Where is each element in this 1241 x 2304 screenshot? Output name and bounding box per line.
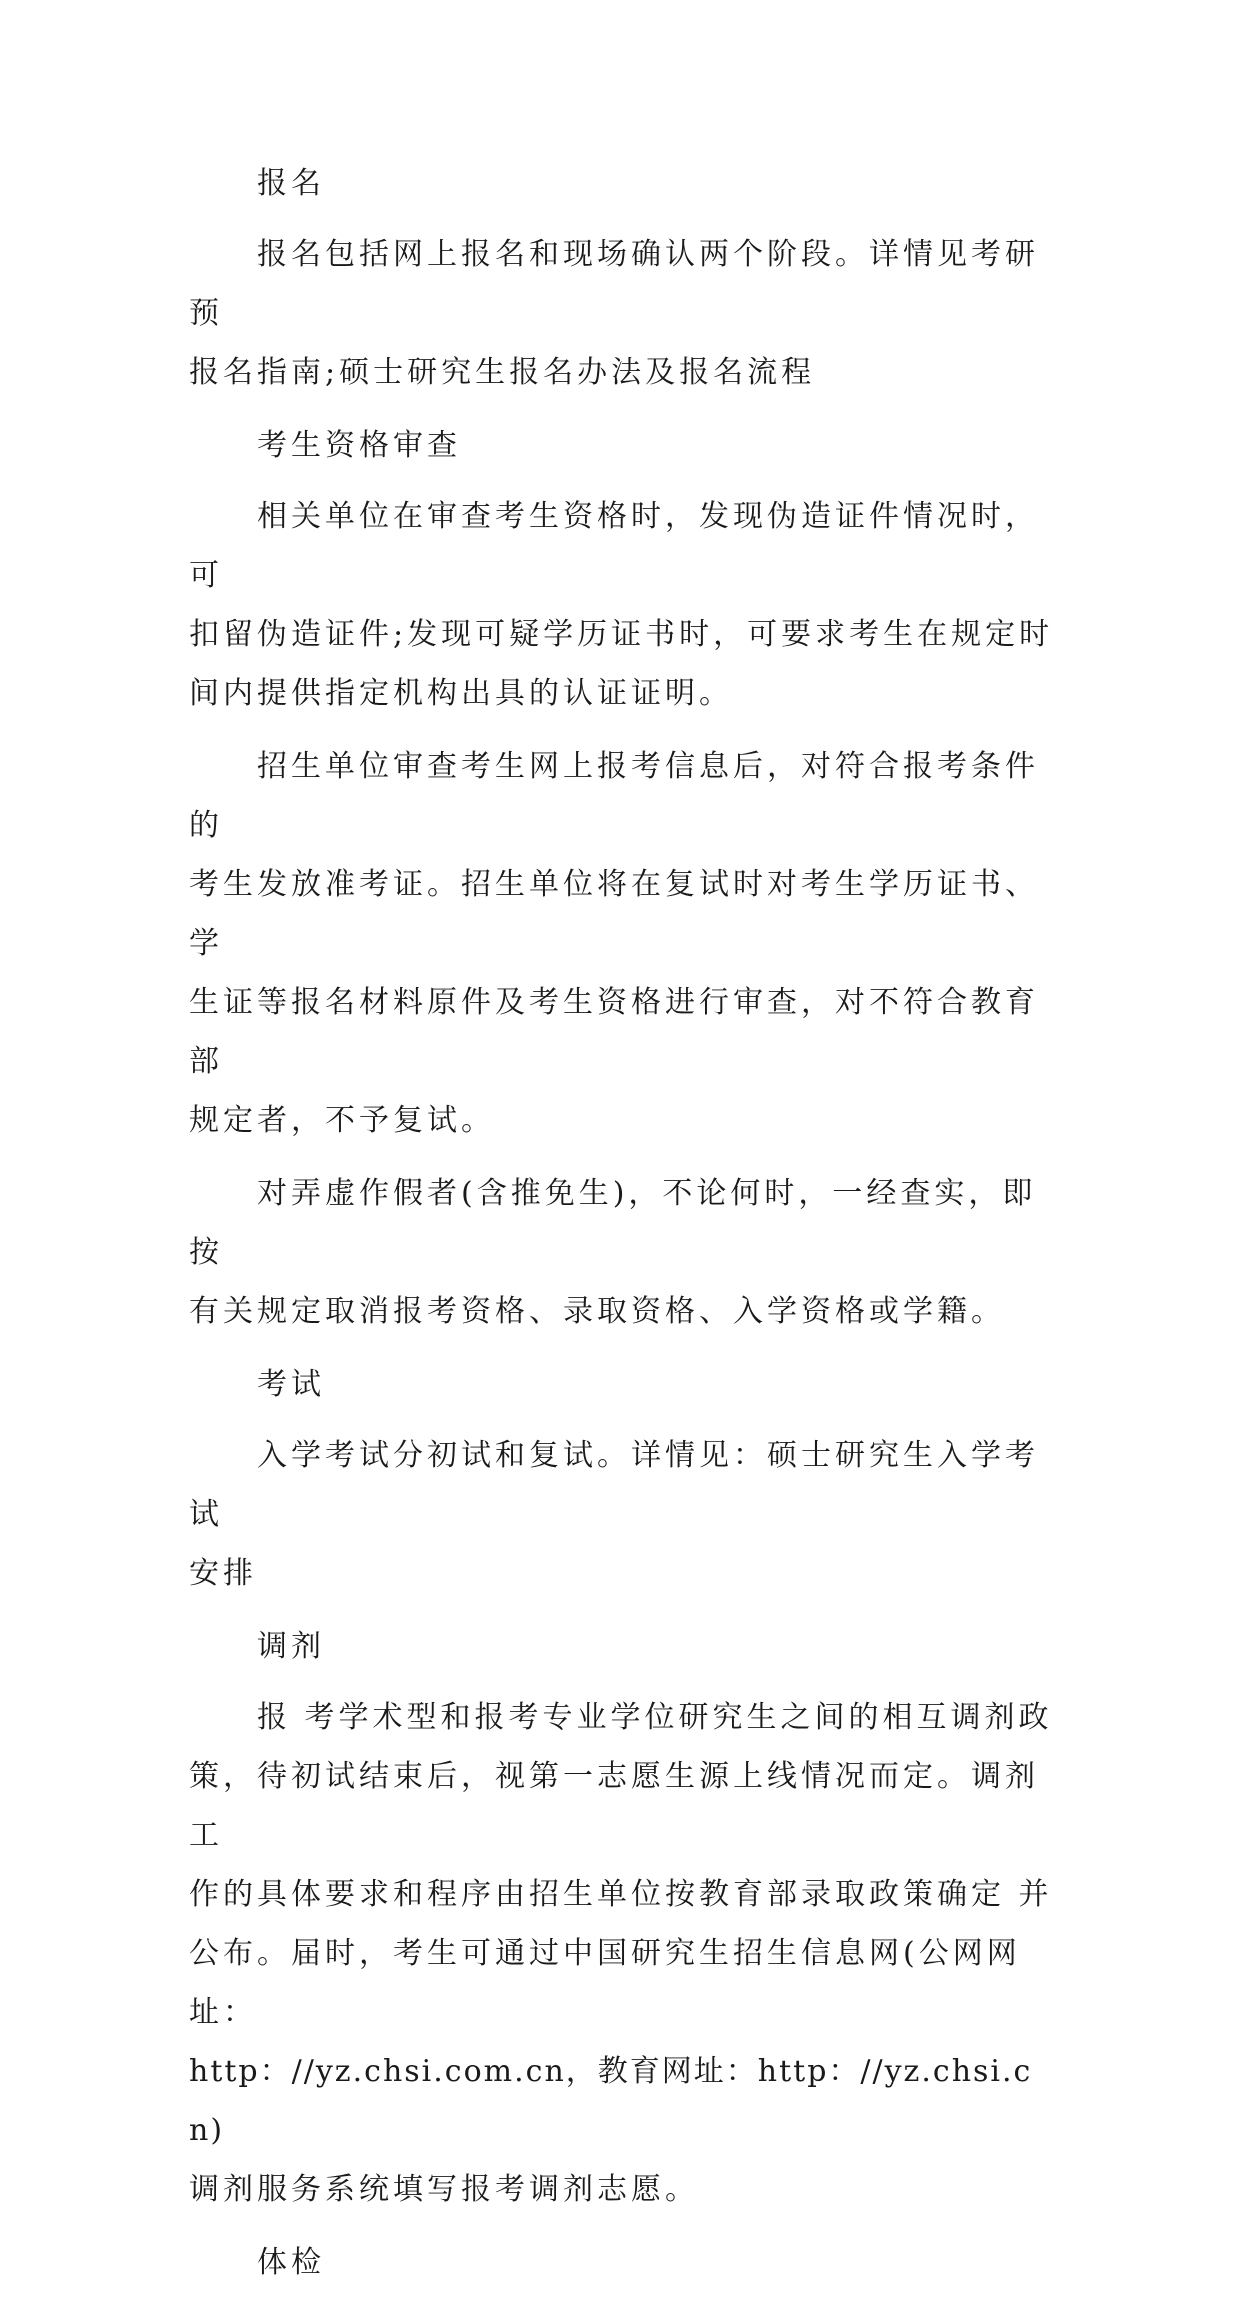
text-line: 报名 xyxy=(257,166,325,201)
heading-exam xyxy=(189,1355,1059,1414)
paragraph-registration xyxy=(189,225,1059,402)
text-line: 报 考学术型和报考专业学位研究生之间的相互调剂政 xyxy=(257,1700,1053,1735)
text-line: 扣留伪造证件;发现可疑学历证书时，可要求考生在规定时 xyxy=(189,617,1054,652)
text-line: 相关单位在审查考生资格时，发现伪造证件情况时，可 xyxy=(189,499,1039,593)
paragraph-qualification-2 xyxy=(189,737,1059,1150)
paragraph-qualification-1 xyxy=(189,487,1059,723)
paragraph-adjustment xyxy=(189,1688,1059,2219)
text-line: 安排 xyxy=(189,1556,257,1591)
text-line: 有关规定取消报考资格、录取资格、入学资格或学籍。 xyxy=(189,1294,1005,1329)
heading-adjustment xyxy=(189,1617,1059,1676)
text-line: 入学考试分初试和复试。详情见：硕士研究生入学考试 xyxy=(189,1438,1039,1532)
text-line: 调剂服务系统填写报考调剂志愿。 xyxy=(189,2172,699,2207)
document-body xyxy=(189,154,1059,2304)
text-line: 对弄虚作假者(含推免生)，不论何时，一经查实，即按 xyxy=(189,1176,1037,1270)
text-line: 考生资格审查 xyxy=(257,428,461,463)
text-line: 考试 xyxy=(257,1367,325,1402)
text-line: 规定者，不予复试。 xyxy=(189,1103,495,1138)
text-line: 考生发放准考证。招生单位将在复试时对考生学历证书、学 xyxy=(189,867,1039,961)
text-line: 报名指南;硕士研究生报名办法及报名流程 xyxy=(189,355,816,390)
text-line: 报名包括网上报名和现场确认两个阶段。详情见考研预 xyxy=(189,237,1039,331)
heading-registration xyxy=(189,154,1059,213)
paragraph-qualification-3 xyxy=(189,1164,1059,1341)
heading-qualification xyxy=(189,416,1059,475)
text-line: 体检 xyxy=(257,2245,325,2280)
text-line: http：//yz.chsi.com.cn，教育网址：http：//yz.chsi.cn) xyxy=(189,2054,1033,2148)
text-line: 策，待初试结束后，视第一志愿生源上线情况而定。调剂工 xyxy=(189,1759,1039,1853)
paragraph-exam xyxy=(189,1426,1059,1603)
text-line: 调剂 xyxy=(257,1629,325,1664)
text-line: 公布。届时，考生可通过中国研究生招生信息网(公网网址： xyxy=(189,1936,1021,2030)
heading-physical-exam xyxy=(189,2233,1059,2292)
text-line: 生证等报名材料原件及考生资格进行审查，对不符合教育部 xyxy=(189,985,1039,1079)
text-line: 招生单位审查考生网上报考信息后，对符合报考条件的 xyxy=(189,749,1039,843)
text-line: 作的具体要求和程序由招生单位按教育部录取政策确定 并 xyxy=(189,1877,1053,1912)
text-line: 间内提供指定机构出具的认证证明。 xyxy=(189,676,733,711)
